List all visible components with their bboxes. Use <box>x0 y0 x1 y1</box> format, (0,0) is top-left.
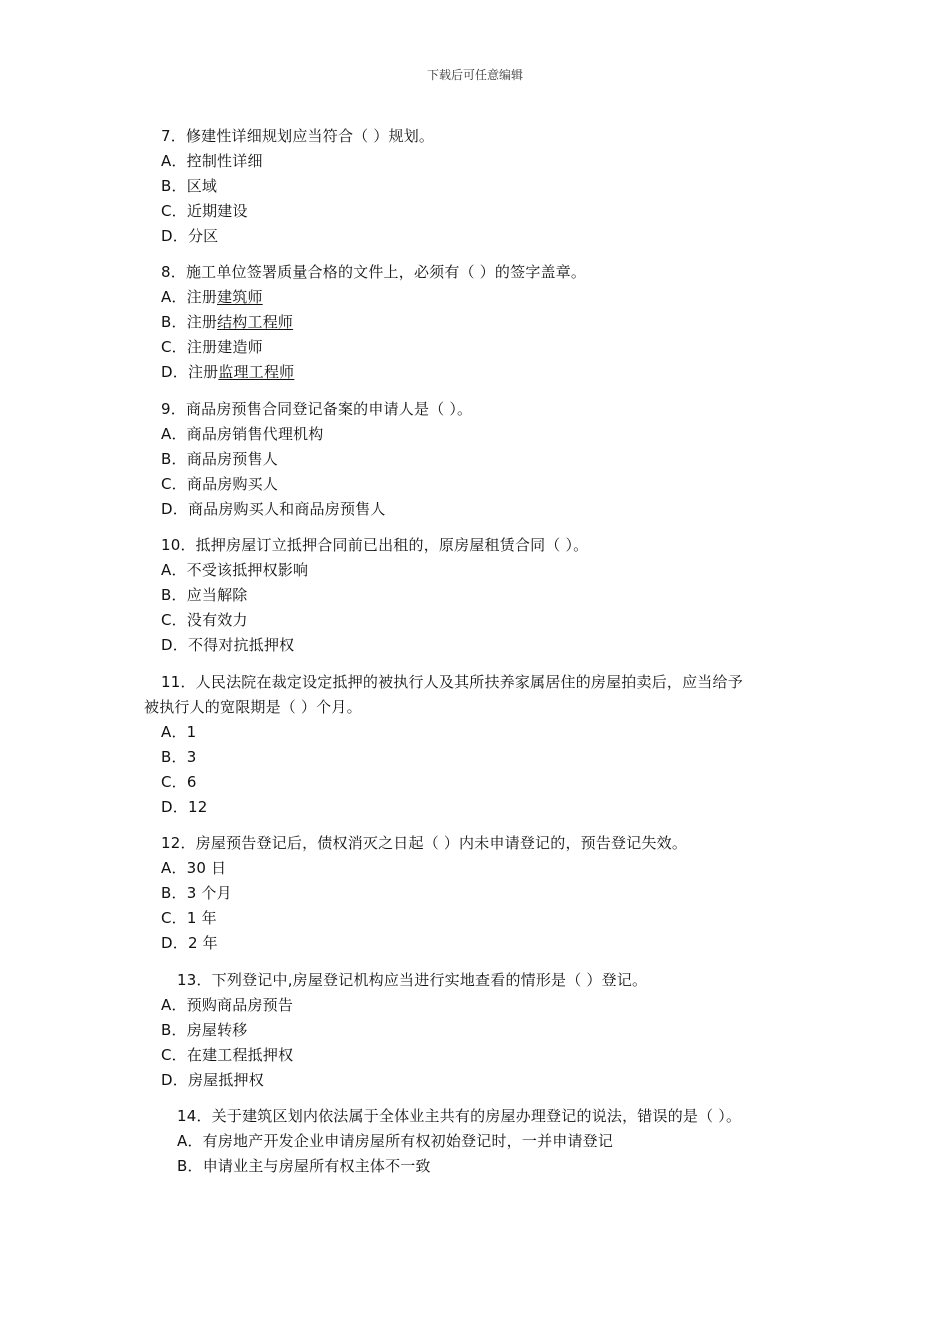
page-header: 下载后可任意编辑 <box>426 68 523 82</box>
option-13c: C．在建工程抵押权 <box>161 1046 294 1064</box>
option-12d: D．2 年 <box>161 934 218 952</box>
option-12a: A．30 日 <box>161 859 227 877</box>
question-7: 7．修建性详细规划应当符合（ ）规划。 <box>161 127 435 145</box>
option-11d: D．12 <box>161 798 208 816</box>
option-9a: A．商品房销售代理机构 <box>161 425 324 443</box>
option-13a: A．预购商品房预告 <box>161 996 294 1014</box>
option-7c: C．近期建设 <box>161 202 248 220</box>
option-11b: B．3 <box>161 748 197 766</box>
option-10b: B．应当解除 <box>161 586 248 604</box>
option-13b: B．房屋转移 <box>161 1021 248 1039</box>
option-14a: A．有房地产开发企业申请房屋所有权初始登记时，一并申请登记 <box>177 1132 614 1150</box>
option-12b: B．3 个月 <box>161 884 232 902</box>
option-8b: B．注册结构工程师 <box>161 313 294 331</box>
option-14b: B．申请业主与房屋所有权主体不一致 <box>177 1157 431 1175</box>
option-8a: A．注册建筑师 <box>161 288 263 306</box>
option-12c: C．1 年 <box>161 909 217 927</box>
option-8d: D．注册监理工程师 <box>161 363 295 381</box>
question-11-line2: 被执行人的宽限期是（ ）个月。 <box>144 698 362 716</box>
question-10: 10．抵押房屋订立抵押合同前已出租的，原房屋租赁合同（ ）。 <box>161 536 589 554</box>
option-9b: B．商品房预售人 <box>161 450 278 468</box>
option-9c: C．商品房购买人 <box>161 475 279 493</box>
option-10d: D．不得对抗抵押权 <box>161 636 295 654</box>
option-7a: A．控制性详细 <box>161 152 263 170</box>
question-14: 14．关于建筑区划内依法属于全体业主共有的房屋办理登记的说法，错误的是（ ）。 <box>177 1107 742 1125</box>
question-11-line1: 11．人民法院在裁定设定抵押的被执行人及其所扶养家属居住的房屋拍卖后，应当给予 <box>161 673 743 691</box>
question-8: 8．施工单位签署质量合格的文件上，必须有（ ）的签字盖章。 <box>161 263 587 281</box>
option-10c: C．没有效力 <box>161 611 248 629</box>
question-13: 13．下列登记中,房屋登记机构应当进行实地查看的情形是（ ）登记。 <box>177 971 648 989</box>
option-7d: D．分区 <box>161 227 219 245</box>
question-9: 9．商品房预售合同登记备案的申请人是（ ）。 <box>161 400 473 418</box>
option-11c: C．6 <box>161 773 197 791</box>
option-10a: A．不受该抵押权影响 <box>161 561 309 579</box>
option-11a: A．1 <box>161 723 197 741</box>
option-9d: D．商品房购买人和商品房预售人 <box>161 500 386 518</box>
option-13d: D．房屋抵押权 <box>161 1071 264 1089</box>
question-12: 12．房屋预告登记后，债权消灭之日起（ ）内未申请登记的，预告登记失效。 <box>161 834 688 852</box>
option-7b: B．区域 <box>161 177 218 195</box>
option-8c: C．注册建造师 <box>161 338 263 356</box>
